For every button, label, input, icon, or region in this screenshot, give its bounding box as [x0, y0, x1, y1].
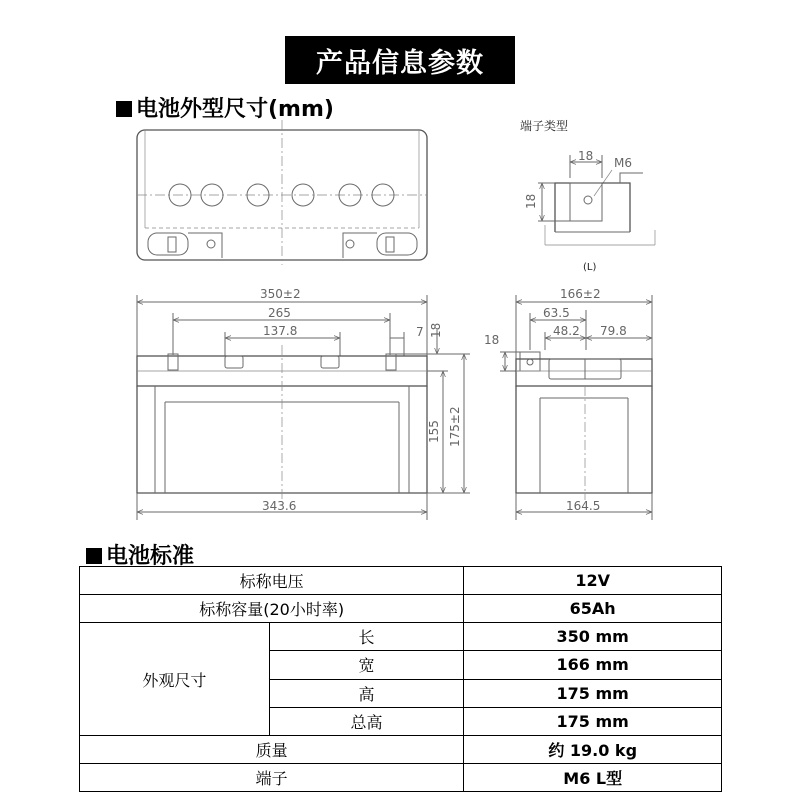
terminal-detail — [520, 118, 655, 273]
table-row — [80, 735, 722, 763]
front-terminal-offset: 7 — [416, 325, 424, 339]
spec-value: 166 mm — [464, 651, 722, 679]
terminal-heading: 端子类型 — [520, 119, 569, 133]
terminal-height-label: 18 — [524, 193, 538, 209]
section-heading-dimensions-text: 电池外型尺寸(mm) — [136, 97, 334, 122]
side-dim-48-2: 48.2 — [553, 324, 580, 338]
spec-value: 175 mm — [464, 679, 722, 707]
side-overall-width: 166±2 — [560, 287, 601, 301]
front-total-height: 175±2 — [448, 406, 462, 447]
spec-value: 65Ah — [464, 595, 722, 623]
front-view — [137, 287, 470, 520]
side-dim-79-8: 79.8 — [600, 324, 627, 338]
top-view — [137, 120, 427, 265]
spec-sub-label: 总高 — [269, 707, 464, 735]
spec-sub-label: 长 — [269, 623, 464, 651]
side-dim-63-5: 63.5 — [543, 306, 570, 320]
table-row — [80, 763, 722, 791]
front-vent-spacing: 137.8 — [263, 324, 298, 338]
spec-sub-label: 宽 — [269, 651, 464, 679]
terminal-bolt-label: M6 — [614, 156, 632, 170]
spec-value: 约 19.0 kg — [464, 735, 722, 763]
spec-sub-label: 高 — [269, 679, 464, 707]
page-title: 产品信息参数 — [285, 36, 515, 84]
spec-label: 标称容量(20小时率) — [80, 595, 464, 623]
spec-value: 12V — [464, 567, 722, 595]
side-bottom-width: 164.5 — [566, 499, 601, 513]
spec-value: M6 L型 — [464, 763, 722, 791]
table-row — [80, 595, 722, 623]
spec-value: 350 mm — [464, 623, 722, 651]
terminal-width-label: 18 — [578, 149, 594, 163]
side-view — [484, 287, 652, 520]
front-terminal-spacing: 265 — [268, 306, 291, 320]
spec-label: 端子 — [80, 763, 464, 791]
front-box-height: 155 — [427, 420, 441, 443]
spec-group-label: 外观尺寸 — [80, 623, 270, 736]
side-terminal-height: 18 — [484, 333, 500, 347]
front-overall-length: 350±2 — [260, 287, 301, 301]
terminal-type-code: (L) — [583, 262, 597, 273]
section-heading-spec-text: 电池标准 — [106, 544, 195, 569]
spec-value: 175 mm — [464, 707, 722, 735]
spec-label: 标称电压 — [80, 567, 464, 595]
spec-table — [79, 566, 722, 792]
square-bullet-icon — [86, 548, 102, 564]
table-row — [80, 567, 722, 595]
front-terminal-height: 18 — [429, 322, 443, 338]
front-bottom-length: 343.6 — [262, 499, 297, 513]
table-row — [80, 623, 722, 651]
spec-label: 质量 — [80, 735, 464, 763]
